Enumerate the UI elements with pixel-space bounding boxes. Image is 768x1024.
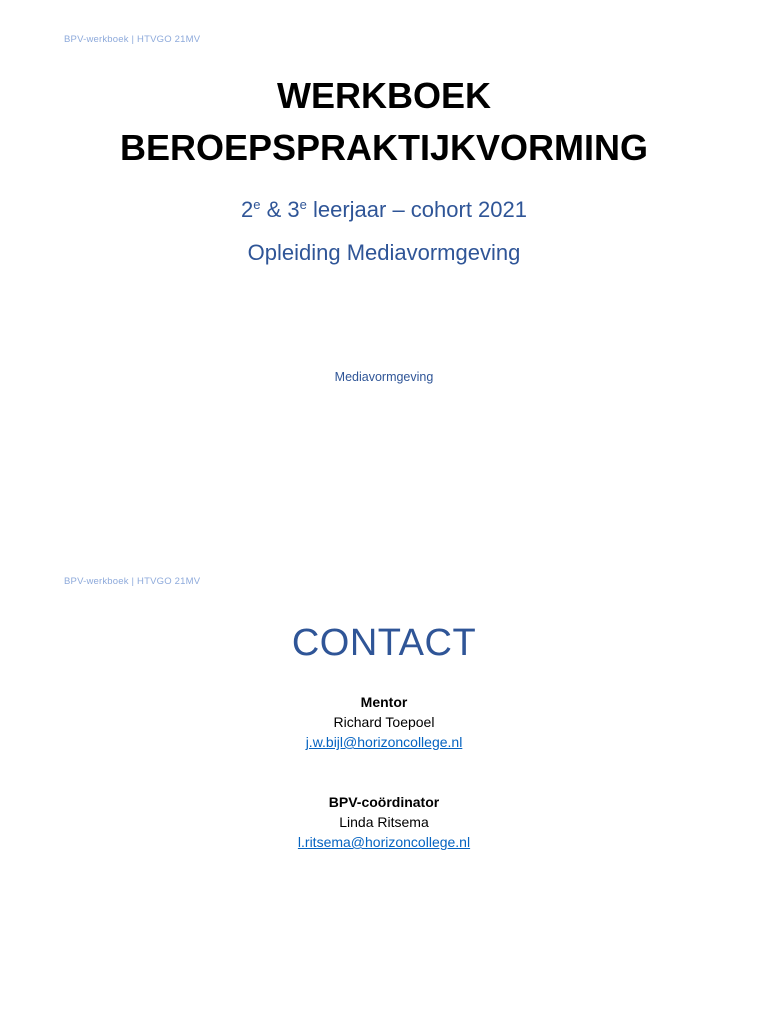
superscript: e bbox=[253, 197, 261, 212]
title-line: WERKBOEK bbox=[277, 75, 491, 116]
contact-email-link[interactable]: j.w.bijl@horizoncollege.nl bbox=[305, 734, 463, 750]
subtitle-year-cohort bbox=[0, 197, 768, 223]
page-contact bbox=[0, 560, 768, 1024]
contact-name: Linda Ritsema bbox=[339, 814, 429, 830]
contact-name: Richard Toepoel bbox=[333, 714, 435, 730]
contact-email-link[interactable]: l.ritsema@horizoncollege.nl bbox=[297, 834, 471, 850]
program-label: Mediavormgeving bbox=[334, 370, 434, 384]
document-title bbox=[0, 70, 768, 174]
page-header: BPV-werkboek | HTVGO 21MV bbox=[64, 576, 201, 587]
contact-mentor bbox=[0, 692, 768, 752]
subtitle-part: leerjaar – cohort 2021 bbox=[306, 197, 527, 222]
superscript: e bbox=[299, 197, 307, 212]
contact-role: BPV-coördinator bbox=[328, 794, 440, 810]
subtitle-part: 2 bbox=[241, 197, 254, 222]
subtitle-part: & 3 bbox=[260, 197, 300, 222]
page-header: BPV-werkboek | HTVGO 21MV bbox=[64, 34, 201, 45]
subtitle-program: Opleiding Mediavormgeving bbox=[247, 240, 521, 265]
contact-coordinator bbox=[0, 792, 768, 852]
contact-role: Mentor bbox=[360, 694, 408, 710]
title-line: BEROEPSPRAKTIJKVORMING bbox=[119, 127, 649, 168]
contact-heading: CONTACT bbox=[291, 622, 477, 664]
